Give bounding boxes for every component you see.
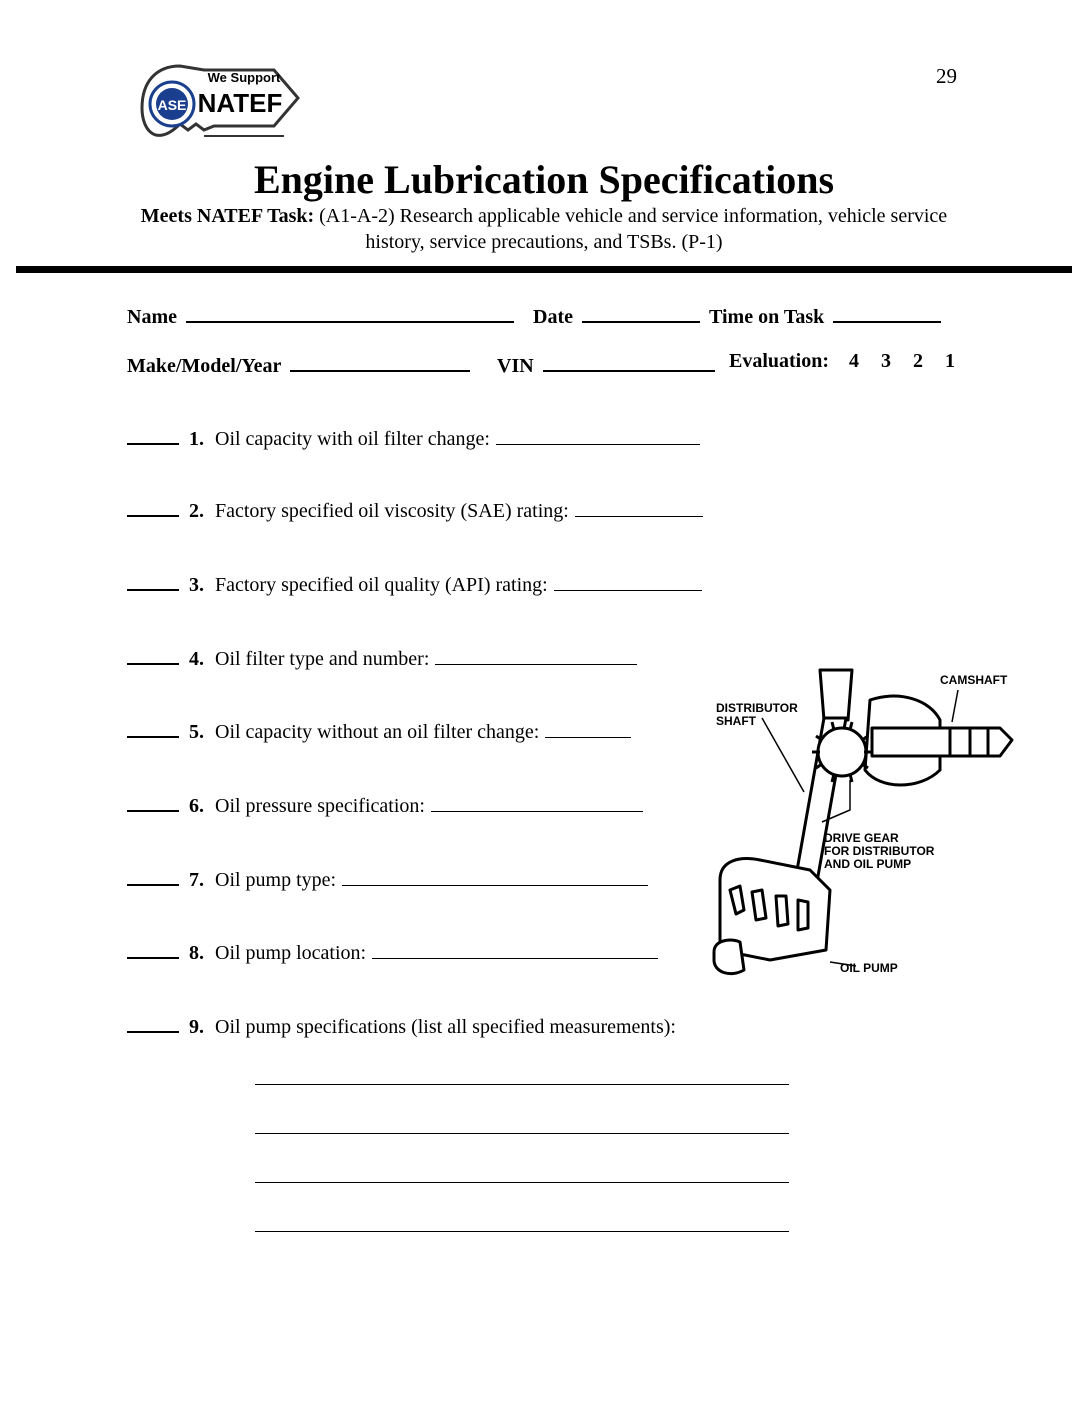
score-blank[interactable] xyxy=(127,645,179,665)
time-field[interactable] xyxy=(833,301,941,323)
header-divider xyxy=(16,266,1072,273)
score-blank[interactable] xyxy=(127,1013,179,1033)
ase-natef-key-logo xyxy=(134,60,302,156)
answer-field[interactable] xyxy=(342,867,648,886)
name-field[interactable] xyxy=(186,301,514,323)
spec-line[interactable] xyxy=(255,1084,789,1085)
vin-field[interactable] xyxy=(543,350,715,372)
spec-line[interactable] xyxy=(255,1182,789,1183)
eval-score[interactable]: 3 xyxy=(881,350,892,372)
list-item: 2. Factory specified oil viscosity (SAE) rating: xyxy=(127,497,703,525)
label-oil-pump: OIL PUMP xyxy=(840,961,898,975)
list-item: 5. Oil capacity without an oil filter change: xyxy=(127,718,631,746)
oil-pump-illustration xyxy=(700,660,1030,990)
page-number: 29 xyxy=(936,64,957,88)
evaluation-label: Evaluation: xyxy=(729,350,830,372)
score-blank[interactable] xyxy=(127,792,179,812)
time-row xyxy=(709,301,941,329)
score-blank[interactable] xyxy=(127,718,179,738)
task-label: Meets NATEF Task: xyxy=(140,205,315,227)
list-item: 9. Oil pump specifications (list all specified measurements): xyxy=(127,1013,676,1041)
spec-line[interactable] xyxy=(255,1133,789,1134)
name-label: Name xyxy=(127,306,177,328)
page-title: Engine Lubrication Specifications xyxy=(253,157,835,202)
eval-score[interactable]: 4 xyxy=(849,350,860,372)
evaluation-row xyxy=(729,350,966,373)
score-blank[interactable] xyxy=(127,571,179,591)
task-text: (A1-A-2) Research applicable vehicle and service information, vehicle service history, service precautions, and TSBs. (P-1) xyxy=(319,205,948,253)
answer-field[interactable] xyxy=(435,646,637,665)
vin-label: VIN xyxy=(497,355,534,377)
list-item: 7. Oil pump type: xyxy=(127,866,648,894)
label-shaft: SHAFT xyxy=(716,714,756,728)
svg-text:NATEF: NATEF xyxy=(197,88,283,118)
natef-logo xyxy=(134,60,302,156)
name-row xyxy=(127,301,514,329)
eval-score[interactable]: 1 xyxy=(945,350,956,372)
date-field[interactable] xyxy=(582,301,700,323)
make-row xyxy=(127,350,470,378)
label-camshaft: CAMSHAFT xyxy=(940,673,1008,687)
natef-task xyxy=(120,203,968,255)
date-row xyxy=(533,301,700,329)
svg-text:ASE: ASE xyxy=(157,97,187,113)
spec-line[interactable] xyxy=(255,1231,789,1232)
label-drive-gear: DRIVE GEAR xyxy=(824,831,899,845)
list-item: 3. Factory specified oil quality (API) rating: xyxy=(127,571,702,599)
answer-field[interactable] xyxy=(496,426,700,445)
list-item: 8. Oil pump location: xyxy=(127,939,658,967)
oil-pump-diagram xyxy=(700,660,1030,990)
answer-field[interactable] xyxy=(554,572,702,591)
eval-score[interactable]: 2 xyxy=(913,350,924,372)
answer-field[interactable] xyxy=(575,498,703,517)
answer-field[interactable] xyxy=(545,719,631,738)
answer-field[interactable] xyxy=(372,940,658,959)
list-item: 4. Oil filter type and number: xyxy=(127,645,637,673)
score-blank[interactable] xyxy=(127,497,179,517)
svg-text:We Support: We Support xyxy=(207,70,281,85)
date-label: Date xyxy=(533,306,573,328)
label-distributor: DISTRIBUTOR xyxy=(716,701,798,715)
list-item: 1. Oil capacity with oil filter change: xyxy=(127,425,700,453)
score-blank[interactable] xyxy=(127,939,179,959)
score-blank[interactable] xyxy=(127,425,179,445)
score-blank[interactable] xyxy=(127,866,179,886)
label-drive-gear-3: AND OIL PUMP xyxy=(824,857,912,871)
make-field[interactable] xyxy=(290,350,470,372)
list-item: 6. Oil pressure specification: xyxy=(127,792,643,820)
vin-row xyxy=(497,350,715,378)
time-label: Time on Task xyxy=(709,306,825,328)
make-label: Make/Model/Year xyxy=(127,355,282,377)
label-drive-gear-2: FOR DISTRIBUTOR xyxy=(824,844,935,858)
answer-field[interactable] xyxy=(431,793,643,812)
